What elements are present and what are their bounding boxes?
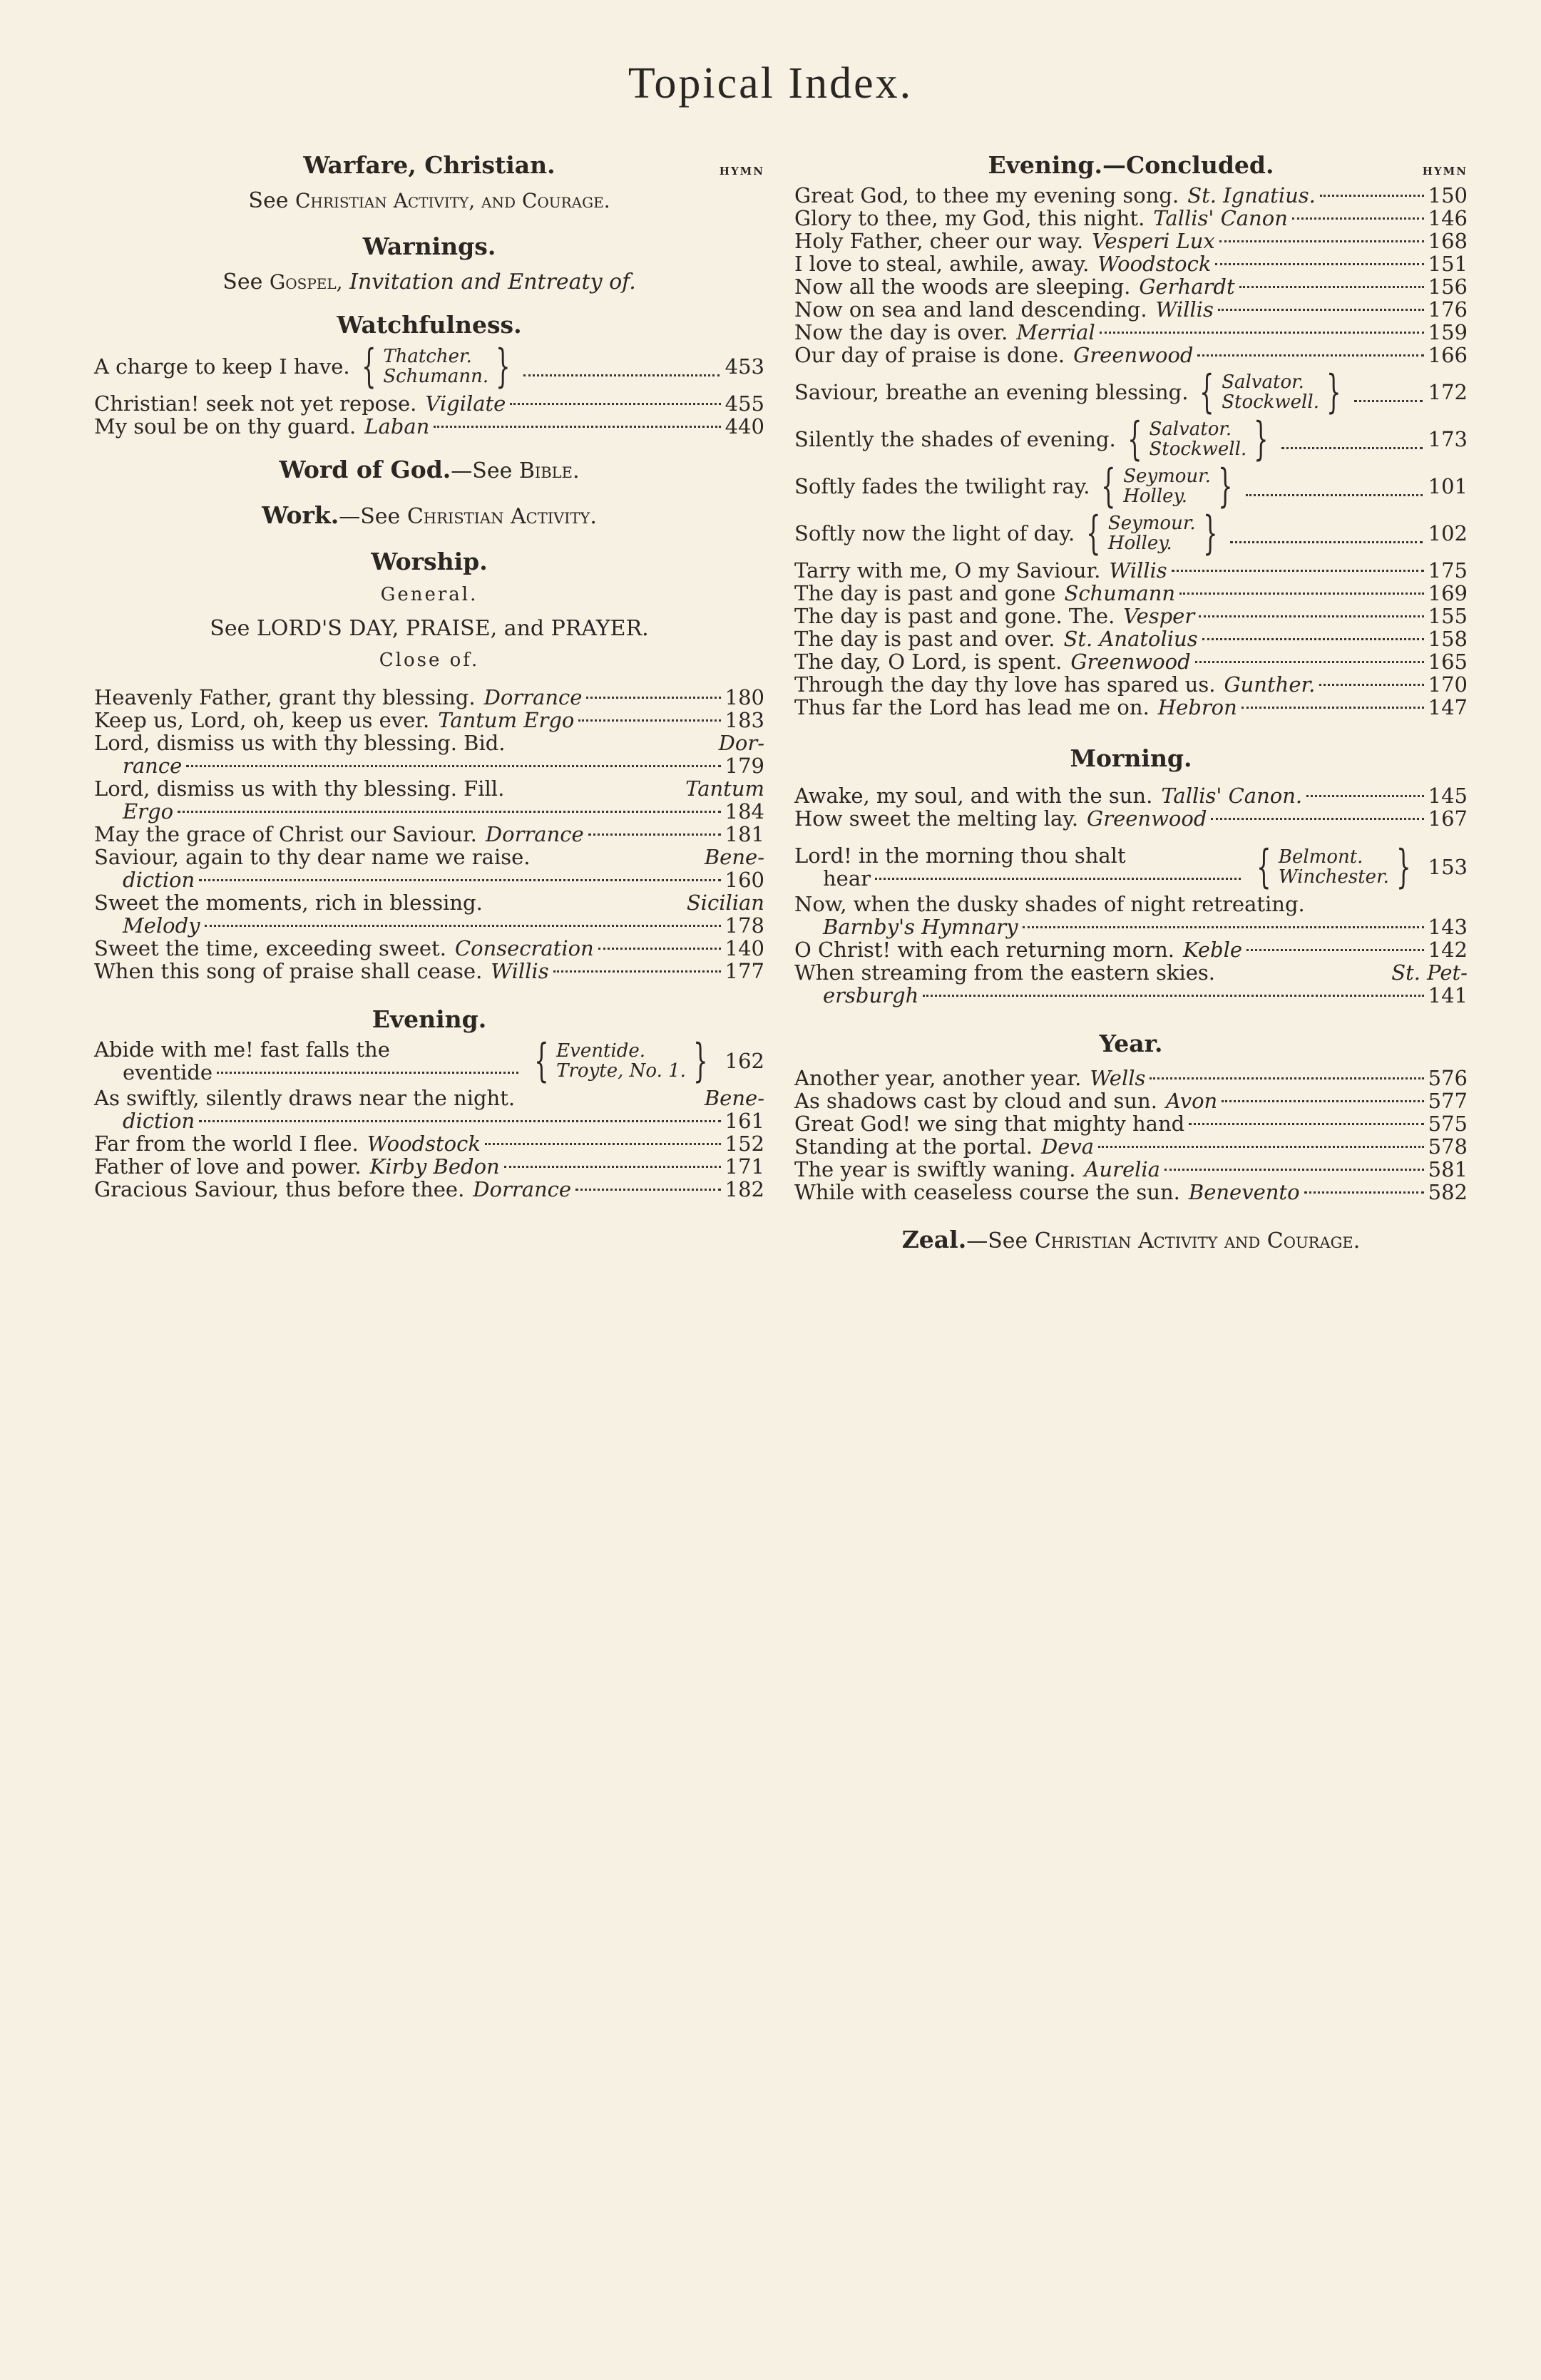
index-entry [794, 184, 1468, 207]
hymn-number: 145 [1428, 784, 1468, 808]
leader-dots [1320, 195, 1424, 197]
tune-name: Dorrance [485, 822, 584, 846]
index-entry [794, 673, 1468, 696]
tune-brace: { Seymour. Holley. } [1101, 460, 1233, 513]
leader-dots [1164, 1169, 1424, 1171]
hymn-number: 143 [1428, 915, 1468, 939]
leader-dots [1306, 795, 1424, 797]
index-entry [94, 709, 764, 732]
leader-dots [598, 948, 721, 950]
index-entry [794, 893, 1468, 938]
leader-dots [1241, 707, 1424, 709]
hymn-number: 141 [1428, 983, 1468, 1007]
hymn-first-line: My soul be on thy guard. [94, 414, 357, 438]
tune-brace: { Thatcher. Schumann. } [361, 340, 511, 393]
hymn-first-line: Now the day is over. [794, 320, 1008, 344]
see-also-warfare: See Christian Activity, and Courage. [248, 188, 610, 213]
tune-name: Gunther. [1224, 672, 1316, 697]
index-entry: Abide with me! fast falls the eventide { Eventide. Troyte, No. 1. } 162 [94, 1035, 764, 1087]
index-entry: A charge to keep I have. { Thatcher. Schumann. } 453 [94, 340, 764, 393]
hymn-number: 578 [1428, 1134, 1468, 1159]
hymn-number: 155 [1428, 604, 1468, 628]
leader-dots [1197, 354, 1423, 357]
leader-dots [1292, 217, 1424, 220]
tune-brace: { Eventide. Troyte, No. 1. } [534, 1035, 708, 1087]
index-entry: Lord! in the morning thou shalt hear { Belmont. Winchester. } 153 [794, 841, 1468, 893]
leader-dots [504, 1166, 721, 1168]
hymn-number: 181 [725, 822, 764, 846]
leader-dots [1195, 661, 1424, 663]
tune-name: Vesperi Lux [1092, 229, 1215, 253]
see-also-worship: See LORD'S DAY, PRAISE, and PRAYER. [210, 616, 649, 641]
tune-brace: { Salvator. Stockwell. } [1199, 366, 1341, 419]
tune-name: Tantum Ergo [438, 708, 575, 732]
tune-name: Vesper [1123, 604, 1195, 628]
hymn-first-line: The day is past and gone [794, 581, 1056, 605]
index-entry [794, 366, 1468, 419]
tune-name: St. Pet- [1391, 960, 1468, 985]
leader-dots [578, 719, 720, 722]
hymn-first-line: Another year, another year. [794, 1066, 1082, 1090]
hymn-first-line: Christian! seek not yet repose. [94, 391, 417, 416]
hymn-first-line: Glory to thee, my God, this night. [794, 206, 1145, 230]
index-entry [94, 732, 764, 777]
leader-dots [178, 811, 721, 813]
leader-dots [1230, 541, 1422, 543]
hymn-first-line: How sweet the melting lay. [794, 806, 1079, 831]
index-entry [794, 507, 1468, 560]
hymn-number: 576 [1428, 1066, 1468, 1090]
hymn-number: 440 [725, 414, 764, 438]
hymn-first-line: Now, when the dusky shades of night retreating. [794, 892, 1305, 916]
hymn-number: 140 [725, 936, 764, 960]
tune-name: Stockwell. [1222, 391, 1319, 413]
hymn-first-line: Through the day thy love has spared us. [794, 672, 1216, 697]
subheading-general: General. [380, 584, 478, 605]
tune-name: Holley. [1107, 533, 1172, 554]
entry-list [94, 1087, 764, 1201]
tune-name: Seymour. [1123, 466, 1211, 487]
index-entry [794, 207, 1468, 230]
leader-dots [1098, 1146, 1424, 1148]
index-entry [794, 230, 1468, 252]
index-entry [794, 275, 1468, 298]
tune-name: Willis [1109, 558, 1167, 583]
index-entry [794, 784, 1468, 807]
tune-name: Greenwood [1087, 806, 1207, 831]
tune-name: Deva [1040, 1134, 1095, 1159]
leader-dots [1150, 1077, 1423, 1079]
index-entry [794, 321, 1468, 344]
hymn-first-line: May the grace of Christ our Saviour. [94, 822, 477, 846]
hymn-number: 177 [725, 959, 764, 983]
leader-dots [1219, 240, 1424, 242]
hymn-first-line: Keep us, Lord, oh, keep us ever. [94, 708, 430, 732]
tune-name: rance [123, 754, 183, 778]
index-entry [794, 252, 1468, 275]
tune-name: St. Ignatius. [1187, 183, 1316, 207]
hymn-first-line: Sweet the moments, rich in blessing. [94, 891, 483, 915]
hymn-first-line: The day is past and over. [794, 627, 1055, 651]
section-heading-word: Word of God.—See Bible. [279, 456, 580, 483]
hymn-number: 453 [725, 354, 764, 379]
hymn-number: 162 [725, 1049, 764, 1073]
index-entry [94, 777, 764, 823]
tune-name: Dor- [718, 731, 764, 755]
tune-name: Wells [1090, 1066, 1146, 1090]
tune-name: Kirby Bedon [369, 1154, 500, 1179]
entry-list [794, 184, 1468, 366]
tune-brace: { Belmont. Winchester. } [1256, 841, 1411, 893]
leader-dots [1319, 684, 1423, 686]
index-entry [794, 344, 1468, 366]
hymn-number: 161 [725, 1109, 764, 1133]
tune-name: Salvator. [1149, 419, 1232, 440]
leader-dots [1246, 949, 1424, 951]
hymn-first-line: Great God! we sing that mighty hand [794, 1112, 1185, 1136]
hymn-number: 150 [1428, 183, 1468, 207]
tune-name: Hebron [1157, 695, 1237, 719]
hymn-first-line: When this song of praise shall cease. [94, 959, 483, 983]
hymn-number: 172 [1428, 380, 1468, 404]
index-entry [794, 807, 1468, 830]
section-heading-morning: Morning. [1070, 744, 1192, 772]
hymn-number: 173 [1428, 427, 1468, 451]
entry-list [794, 784, 1468, 830]
leader-dots [1199, 615, 1423, 617]
hymn-number: 182 [725, 1177, 764, 1201]
hymn-number: 455 [725, 391, 764, 416]
hymn-first-line: Father of love and power. [94, 1154, 362, 1179]
hymn-first-line: O Christ! with each returning morn. [794, 938, 1174, 962]
section-heading-worship: Worship. [371, 548, 488, 575]
tune-name: Aurelia [1084, 1157, 1160, 1181]
tune-name: Bene- [704, 1086, 764, 1110]
hymn-first-line: Silently the shades of evening. [794, 427, 1116, 451]
tune-brace: { Seymour. Holley. } [1086, 507, 1218, 560]
tune-name: Benevento [1188, 1180, 1300, 1204]
leader-dots [205, 925, 721, 927]
tune-name: Merrial [1016, 320, 1095, 344]
index-entry [794, 298, 1468, 321]
leader-dots [1304, 1191, 1424, 1194]
hymn-number: 170 [1428, 672, 1468, 697]
hymn-first-line: Now all the woods are sleeping. [794, 275, 1131, 299]
tune-name: St. Anatolius [1063, 627, 1198, 651]
hymn-number: 158 [1428, 627, 1468, 651]
entry-list [794, 1067, 1468, 1204]
entry-list [794, 559, 1468, 719]
hymn-first-line: Now on sea and land descending. [794, 297, 1147, 322]
hymn-first-line: The day is past and gone. The. [794, 604, 1115, 628]
hymn-number: 101 [1428, 474, 1468, 498]
section-heading-warnings: Warnings. [362, 232, 496, 260]
leader-dots [586, 697, 720, 699]
hymn-number: 577 [1428, 1089, 1468, 1113]
index-entry [794, 1112, 1468, 1135]
hymn-first-line: When streaming from the eastern skies. [794, 960, 1216, 985]
index-entry [94, 686, 764, 709]
leader-dots [1239, 286, 1424, 288]
leader-dots [1281, 447, 1423, 449]
section-heading-year: Year. [1099, 1030, 1163, 1057]
index-entry [794, 460, 1468, 513]
index-entry [94, 937, 764, 960]
hymn-first-line: I love to steal, awhile, away. [794, 252, 1090, 276]
hymn-first-line: Lord, dismiss us with thy blessing. Fill. [94, 776, 505, 801]
tune-name: Melody [123, 913, 200, 938]
leader-dots [923, 995, 1423, 997]
hymn-first-line: Heavenly Father, grant thy blessing. [94, 685, 476, 709]
index-entry [94, 1155, 764, 1178]
tune-name: Woodstock [367, 1132, 481, 1156]
hymn-first-line: Holy Father, cheer our way. [794, 229, 1084, 253]
see-also-warnings: See Gospel, Invitation and Entreaty of. [222, 270, 636, 294]
index-entry [794, 938, 1468, 961]
tune-name: ersburgh [823, 983, 919, 1007]
hymn-number: 165 [1428, 650, 1468, 674]
tune-name: diction [123, 1109, 195, 1133]
leader-dots [199, 1120, 720, 1122]
hymn-number: 176 [1428, 297, 1468, 322]
hymn-first-line: As swiftly, silently draws near the night. [94, 1086, 516, 1110]
hymn-number: 183 [725, 708, 764, 732]
tune-name: Willis [491, 959, 549, 983]
leader-dots [434, 426, 720, 428]
index-entry [94, 392, 764, 415]
tune-name: Seymour. [1107, 513, 1196, 534]
tune-name: Bene- [704, 845, 764, 869]
entry-list [794, 893, 1468, 1007]
tune-name: Holley. [1123, 486, 1188, 507]
hymn-number: 142 [1428, 938, 1468, 962]
tune-name: Avon [1165, 1089, 1218, 1113]
index-entry [94, 1132, 764, 1155]
entry-list [94, 392, 764, 438]
hymn-number: 169 [1428, 581, 1468, 605]
hymn-first-line: Our day of praise is done. [794, 343, 1065, 367]
index-entry [794, 559, 1468, 582]
tune-name: Willis [1155, 297, 1214, 322]
subheading-close: Close of. [379, 650, 480, 671]
hymn-number: 171 [725, 1154, 764, 1179]
hymn-first-line: While with ceaseless course the sun. [794, 1180, 1180, 1204]
tune-name: Vigilate [425, 391, 506, 416]
hymn-first-line: Lord, dismiss us with thy blessing. Bid. [94, 731, 506, 755]
index-entry [794, 627, 1468, 650]
section-heading-evening-concluded: Evening.—Concluded. HYMN [794, 150, 1468, 181]
leader-dots [1100, 332, 1424, 334]
hymn-number: 167 [1428, 806, 1468, 831]
leader-dots [1222, 1100, 1423, 1102]
hymn-number: 156 [1428, 275, 1468, 299]
tune-name: Keble [1183, 938, 1243, 962]
hymn-number: 151 [1428, 252, 1468, 276]
leader-dots [1354, 400, 1423, 402]
hymn-first-line: Sweet the time, exceeding sweet. [94, 936, 446, 960]
leader-dots [485, 1143, 721, 1145]
entry-list [794, 366, 1468, 560]
index-entry [794, 1181, 1468, 1204]
tune-name: diction [123, 868, 195, 892]
tune-name: Woodstock [1097, 252, 1212, 276]
index-entry [794, 1067, 1468, 1089]
hymn-number: 160 [725, 868, 764, 892]
hymn-number: 168 [1428, 229, 1468, 253]
tune-name: Tallis' Canon [1153, 206, 1288, 230]
tune-name: Dorrance [473, 1177, 572, 1201]
leader-dots [1211, 818, 1423, 820]
hymn-number: 175 [1428, 558, 1468, 583]
hymn-first-line: The day, O Lord, is spent. [794, 650, 1063, 674]
section-heading-watchfulness: Watchfulness. [337, 311, 522, 339]
leader-dots [199, 879, 720, 881]
index-entry [94, 415, 764, 438]
tune-name: Barnby's Hymnary [823, 915, 1018, 939]
leader-dots [186, 765, 720, 767]
hymn-first-line: Saviour, again to thy dear name we raise. [94, 845, 531, 869]
hymn-first-line: Awake, my soul, and with the sun. [794, 784, 1153, 808]
tune-name: Consecration [454, 936, 594, 960]
tune-name: Tantum [685, 776, 764, 801]
tune-name: Ergo [123, 799, 174, 824]
right-column [794, 141, 1468, 1256]
index-entry [94, 1178, 764, 1201]
hymn-first-line: As shadows cast by cloud and sun. [794, 1089, 1157, 1113]
tune-name: Gerhardt [1139, 275, 1235, 299]
index-entry [794, 413, 1468, 466]
leader-dots [575, 1189, 721, 1191]
leader-dots [1172, 570, 1424, 572]
hymn-number: 159 [1428, 320, 1468, 344]
tune-name: Sicilian [686, 891, 764, 915]
index-entry [794, 961, 1468, 1007]
hymn-first-line: Softly now the light of day. [794, 521, 1075, 545]
leader-dots [1246, 494, 1423, 496]
index-entry [794, 1158, 1468, 1181]
page-title: Topical Index. [628, 59, 913, 108]
hymn-first-line: Tarry with me, O my Saviour. [794, 558, 1101, 583]
hymn-number: 179 [725, 754, 764, 778]
section-heading-zeal: Zeal.—See Christian Activity and Courage. [901, 1226, 1361, 1253]
index-entry [794, 696, 1468, 719]
tune-name: Greenwood [1073, 343, 1194, 367]
section-heading-work: Work.—See Christian Activity. [262, 501, 597, 529]
leader-dots [1179, 593, 1424, 595]
hymn-first-line: Gracious Saviour, thus before thee. [94, 1177, 465, 1201]
leader-dots [1023, 926, 1424, 928]
index-entry [794, 605, 1468, 627]
index-entry [94, 1087, 764, 1132]
hymn-number: 184 [725, 799, 764, 824]
tune-brace: { Salvator. Stockwell. } [1127, 413, 1269, 466]
index-entry [794, 1089, 1468, 1112]
index-entry [94, 891, 764, 937]
hymn-column-label: HYMN [1422, 165, 1468, 178]
index-entry [94, 823, 764, 846]
hymn-number: 102 [1428, 521, 1468, 545]
leader-dots [1189, 1123, 1423, 1125]
hymn-first-line: The year is swiftly waning. [794, 1157, 1076, 1181]
hymn-number: 153 [1428, 855, 1468, 879]
section-heading-warfare: Warfare, Christian. HYMN [94, 150, 764, 181]
hymn-first-line: Standing at the portal. [794, 1134, 1033, 1159]
hymn-number: 582 [1428, 1180, 1468, 1204]
hymn-first-line: Softly fades the twilight ray. [794, 474, 1090, 498]
tune-name: Schumann [1064, 581, 1176, 605]
leader-dots [553, 970, 721, 973]
index-entry [794, 650, 1468, 673]
leader-dots [1218, 309, 1424, 311]
hymn-number: 180 [725, 685, 764, 709]
entry-list [94, 686, 764, 983]
hymn-first-line: Thus far the Lord has lead me on. [794, 695, 1150, 719]
hymn-number: 575 [1428, 1112, 1468, 1136]
index-entry [794, 1135, 1468, 1158]
tune-name: Dorrance [483, 685, 583, 709]
hymn-first-line: Saviour, breathe an evening blessing. [794, 380, 1189, 404]
index-entry [94, 846, 764, 891]
hymn-number: 166 [1428, 343, 1468, 367]
leader-dots [588, 833, 721, 836]
hymn-number: 147 [1428, 695, 1468, 719]
tune-name: Tallis' Canon. [1161, 784, 1303, 808]
tune-name: Salvator. [1222, 371, 1304, 393]
left-column [94, 141, 764, 1201]
hymn-first-line: Far from the world I flee. [94, 1132, 359, 1156]
tune-name: Stockwell. [1149, 438, 1247, 460]
hymn-number: 146 [1428, 206, 1468, 230]
hymn-first-line: Great God, to thee my evening song. [794, 183, 1179, 207]
tune-name: Greenwood [1070, 650, 1191, 674]
hymn-number: 178 [725, 913, 764, 938]
hymn-number: 581 [1428, 1157, 1468, 1181]
section-heading-evening: Evening. [372, 1005, 487, 1033]
hymn-number: 152 [725, 1132, 764, 1156]
hymn-column-label: HYMN [719, 165, 764, 178]
index-entry [794, 582, 1468, 605]
leader-dots [510, 403, 720, 405]
leader-dots [1202, 638, 1424, 640]
leader-dots [1215, 263, 1423, 265]
index-entry [94, 960, 764, 983]
tune-name: Laban [364, 414, 430, 438]
